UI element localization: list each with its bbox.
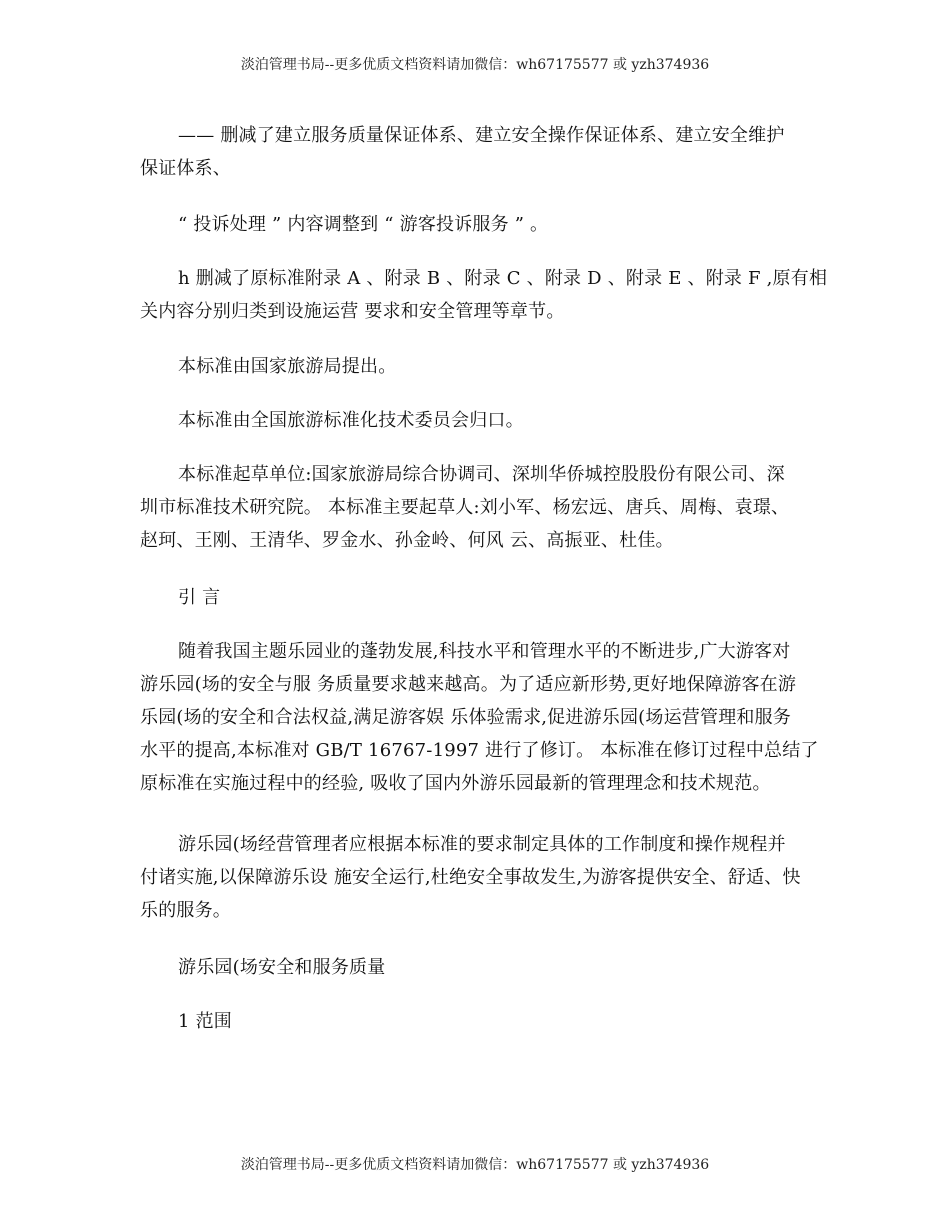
section-heading-scope <box>140 1005 812 1038</box>
text-line: 乐的服务。 <box>140 900 231 921</box>
text-line: 水平的提高,本标准对 GB/T 16767-1997 进行了修订。 本标准在修订过程中总结了 <box>140 740 819 761</box>
text-line: 关内容分别归类到设施运营 要求和安全管理等章节。 <box>140 301 565 322</box>
text-line: 游乐园(场经营管理者应根据本标准的要求制定具体的工作制度和操作规程并 <box>178 834 786 855</box>
paragraph-deletion-appendices <box>140 262 828 328</box>
text-line: 付诸实施,以保障游乐设 施安全运行,杜绝安全事故发生,为游客提供安全、舒适、快 <box>140 867 801 888</box>
text-line: 本标准由全国旅游标准化技术委员会归口。 <box>178 410 524 431</box>
paragraph-proposer <box>140 350 812 383</box>
paragraph-centralized <box>140 404 812 437</box>
text-line: 本标准起草单位:国家旅游局综合协调司、深圳华侨城控股股份有限公司、深 <box>178 464 785 485</box>
heading-introduction <box>140 581 812 614</box>
paragraph-complaint-handling <box>140 208 812 241</box>
text-line: 圳市标准技术研究院。 本标准主要起草人:刘小军、杨宏远、唐兵、周梅、袁璟、 <box>140 497 790 518</box>
paragraph-operators <box>140 828 812 927</box>
text-line: 游乐园(场安全和服务质量 <box>178 957 386 978</box>
text-line: 1 范围 <box>178 1011 232 1032</box>
text-line: 本标准由国家旅游局提出。 <box>178 356 397 377</box>
paragraph-introduction <box>140 635 819 800</box>
text-line: 游乐园(场的安全与服 务质量要求越来越高。为了适应新形势,更好地保障游客在游 <box>140 674 797 695</box>
paragraph-drafters <box>140 458 812 557</box>
text-line: “ 投诉处理 ” 内容调整到 “ 游客投诉服务 ” 。 <box>178 214 549 235</box>
text-line: h 删减了原标准附录 A 、附录 B 、附录 C 、附录 D 、附录 E 、附录 F ,原有相 <box>178 268 828 289</box>
text-line: 保证体系、 <box>140 158 231 179</box>
text-line: 随着我国主题乐园业的蓬勃发展,科技水平和管理水平的不断进步,广大游客对 <box>178 641 791 662</box>
text-line: —— 删减了建立服务质量保证体系、建立安全操作保证体系、建立安全维护 <box>178 125 785 146</box>
document-title <box>140 951 812 984</box>
text-line: 乐园(场的安全和合法权益,满足游客娱 乐体验需求,促进游乐园(场运营管理和服务 <box>140 707 792 728</box>
paragraph-deletion-1 <box>140 119 812 185</box>
page-footer: 淡泊管理书局--更多优质文档资料请加微信：wh67175577 或 yzh374936 <box>240 1157 710 1173</box>
page-header: 淡泊管理书局--更多优质文档资料请加微信：wh67175577 或 yzh374936 <box>240 57 710 73</box>
text-line: 赵珂、王刚、王清华、罗金水、孙金岭、何风 云、高振亚、杜佳。 <box>140 530 674 551</box>
text-line: 原标准在实施过程中的经验, 吸收了国内外游乐园最新的管理理念和技术规范。 <box>140 773 771 794</box>
text-line: 引 言 <box>178 587 221 608</box>
